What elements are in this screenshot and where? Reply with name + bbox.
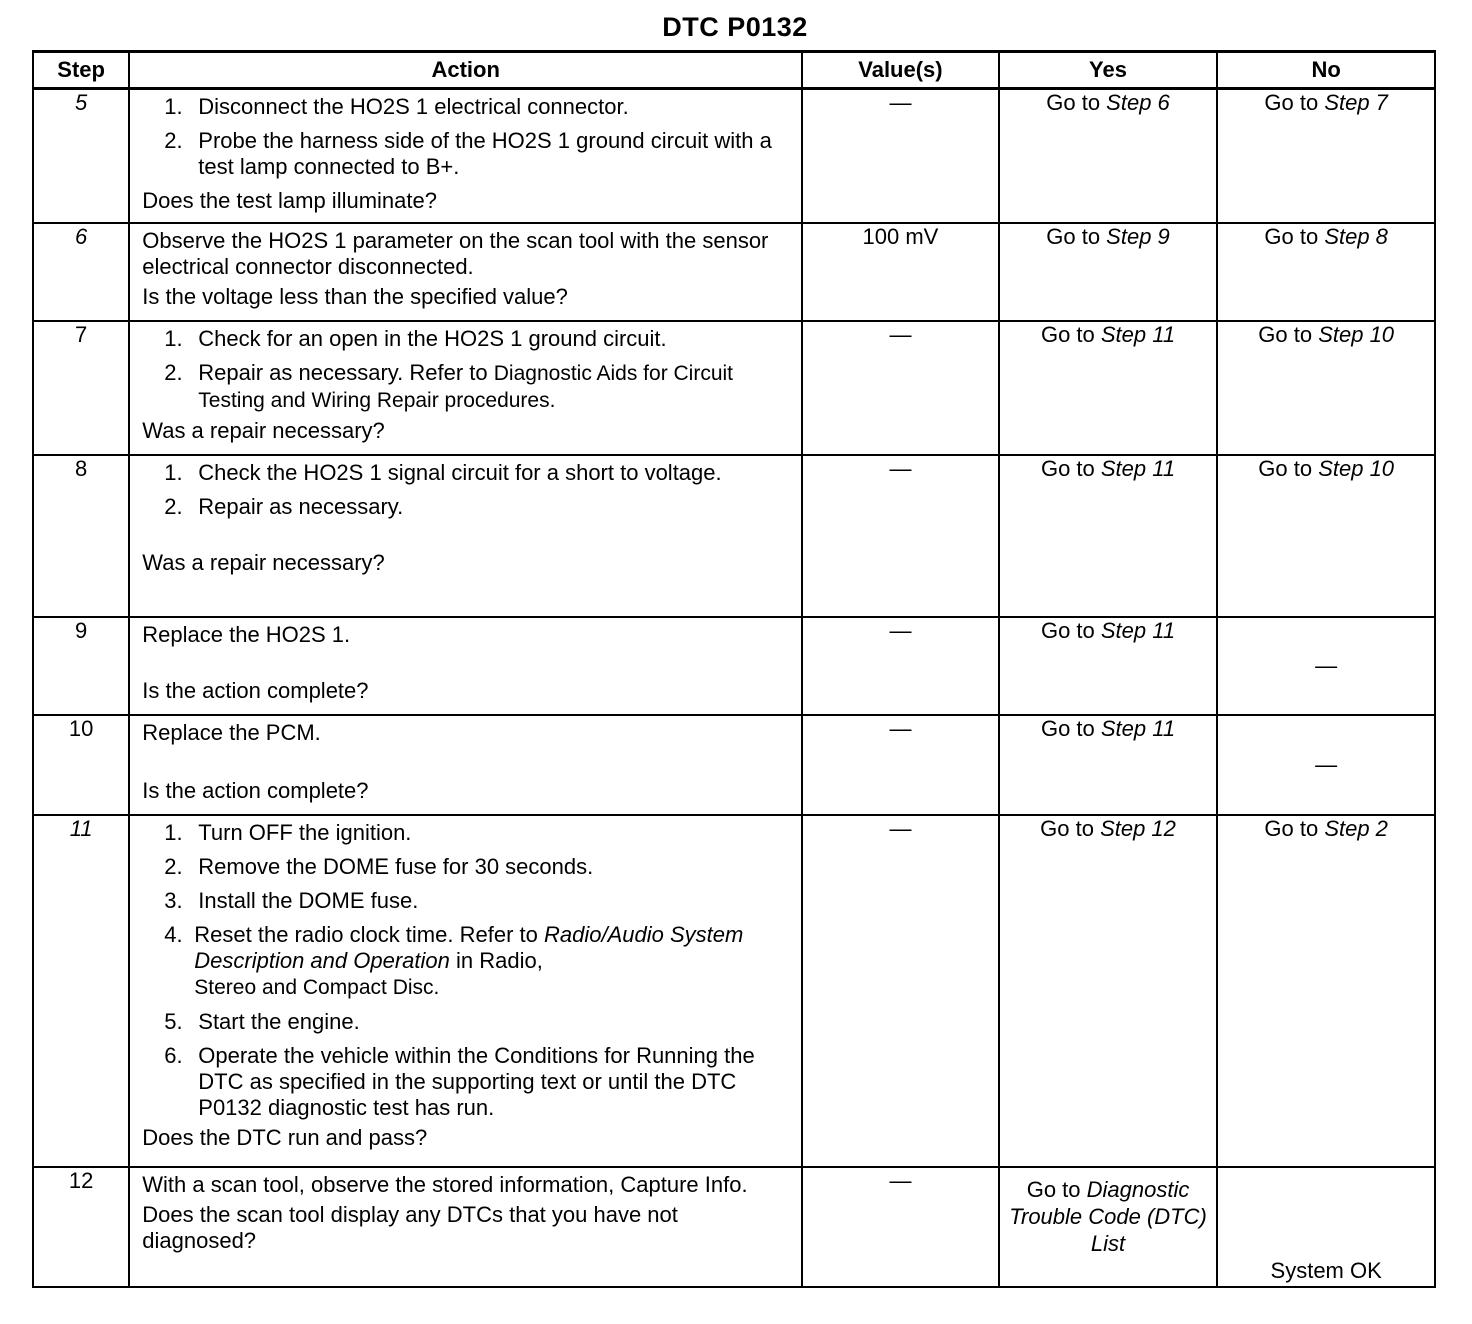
- value-cell: —: [802, 715, 999, 815]
- yes-cell: Go to Step 11: [999, 455, 1218, 617]
- action-item: 2. Repair as necessary.: [164, 493, 404, 519]
- step-number: 9: [33, 617, 129, 715]
- table-row-step-10: [33, 715, 1435, 815]
- no-cell: —: [1217, 715, 1435, 815]
- no-cell: Go to Step 7: [1217, 89, 1435, 223]
- action-question: Was a repair necessary?: [142, 549, 385, 575]
- action-item: 6. Operate the vehicle within the Conditions for Running the DTC as specified in the supporting text or until the DTC P0132 diagnostic test has run.: [164, 1042, 755, 1120]
- table-row-step-6: [33, 223, 1435, 321]
- yes-cell: Go to Step 11: [999, 321, 1218, 455]
- action-text: Replace the PCM.: [142, 719, 321, 745]
- action-item: 2. Remove the DOME fuse for 30 seconds.: [164, 853, 594, 879]
- header-yes: Yes: [999, 52, 1218, 89]
- action-question: Is the action complete?: [142, 677, 369, 703]
- action-item: 1. Check the HO2S 1 signal circuit for a short to voltage.: [164, 459, 722, 485]
- action-item: 1. Check for an open in the HO2S 1 ground circuit.: [164, 325, 667, 351]
- action-text: Observe the HO2S 1 parameter on the scan tool with the sensor electrical connector disconnected.: [142, 227, 769, 279]
- value-cell: 100 mV: [802, 223, 999, 321]
- action-item: 3. Install the DOME fuse.: [164, 887, 419, 913]
- action-text: With a scan tool, observe the stored information, Capture Info.: [142, 1171, 748, 1197]
- action-item: 2. Repair as necessary. Refer to Diagnostic Aids for Circuit Testing and Wiring Repair procedures.: [164, 359, 734, 412]
- table-row-step-8: [33, 455, 1435, 617]
- action-cell: [129, 223, 802, 321]
- action-cell: [129, 815, 802, 1167]
- step-number: 7: [33, 321, 129, 455]
- table-header-row: [33, 52, 1435, 89]
- no-cell: Go to Step 10: [1217, 455, 1435, 617]
- action-cell: [129, 89, 802, 223]
- action-question: Does the test lamp illuminate?: [142, 188, 437, 213]
- action-question: Was a repair necessary?: [142, 417, 385, 443]
- yes-cell: Go to Step 11: [999, 715, 1218, 815]
- header-no: No: [1217, 52, 1435, 89]
- value-cell: —: [802, 321, 999, 455]
- step-number: 6: [33, 223, 129, 321]
- document-title: DTC P0132: [662, 12, 808, 42]
- no-cell: Go to Step 8: [1217, 223, 1435, 321]
- step-number: 11: [33, 815, 129, 1167]
- dtc-table: [32, 50, 1436, 1288]
- yes-cell: Go to Diagnostic Trouble Code (DTC) List: [999, 1167, 1218, 1287]
- step-number: 12: [33, 1167, 129, 1287]
- value-cell: —: [802, 617, 999, 715]
- yes-cell: Go to Step 11: [999, 617, 1218, 715]
- no-cell: Go to Step 10: [1217, 321, 1435, 455]
- header-values: Value(s): [802, 52, 999, 89]
- action-cell: [129, 1167, 802, 1287]
- value-cell: —: [802, 455, 999, 617]
- no-cell: Go to Step 2: [1217, 815, 1435, 1167]
- step-number: 5: [33, 89, 129, 223]
- action-item: 4. Reset the radio clock time. Refer to Radio/Audio System Description and Operation in Radio, Stereo and Compact Disc.: [164, 921, 744, 999]
- step-number: 8: [33, 455, 129, 617]
- action-question: Does the DTC run and pass?: [142, 1124, 428, 1150]
- action-item: 1. Disconnect the HO2S 1 electrical connector.: [164, 94, 629, 119]
- table-row-step-7: [33, 321, 1435, 455]
- action-cell: [129, 715, 802, 815]
- action-cell: [129, 617, 802, 715]
- header-action: Action: [129, 52, 802, 89]
- yes-cell: Go to Step 6: [999, 89, 1218, 223]
- table-row-step-5: [33, 89, 1435, 223]
- header-step: Step: [33, 52, 129, 89]
- action-text: Replace the HO2S 1.: [142, 621, 351, 647]
- action-cell: [129, 321, 802, 455]
- value-cell: —: [802, 1167, 999, 1287]
- action-item: 2. Probe the harness side of the HO2S 1 ground circuit with a test lamp connected to B+.: [164, 128, 772, 179]
- action-cell: [129, 455, 802, 617]
- action-question: Is the voltage less than the specified value?: [142, 283, 568, 309]
- action-item: 5. Start the engine.: [164, 1008, 360, 1034]
- table-row-step-11: [33, 815, 1435, 1167]
- yes-cell: Go to Step 12: [999, 815, 1218, 1167]
- no-cell: System OK: [1217, 1167, 1435, 1287]
- action-item: 1. Turn OFF the ignition.: [164, 819, 412, 845]
- action-question: Does the scan tool display any DTCs that you have not diagnosed?: [142, 1201, 678, 1253]
- yes-cell: Go to Step 9: [999, 223, 1218, 321]
- step-number: 10: [33, 715, 129, 815]
- value-cell: —: [802, 89, 999, 223]
- value-cell: —: [802, 815, 999, 1167]
- table-row-step-9: [33, 617, 1435, 715]
- table-row-step-12: [33, 1167, 1435, 1287]
- no-cell: —: [1217, 617, 1435, 715]
- action-question: Is the action complete?: [142, 777, 369, 803]
